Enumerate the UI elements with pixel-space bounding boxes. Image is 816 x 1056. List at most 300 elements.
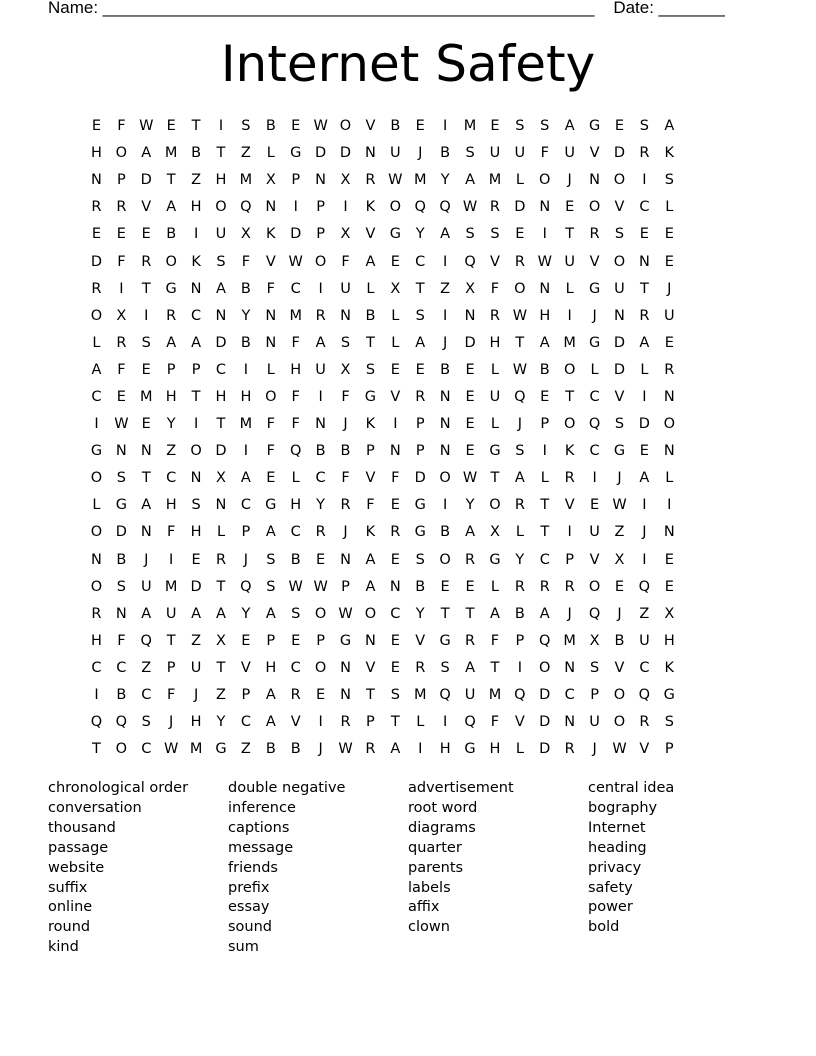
grid-letter: U xyxy=(564,253,575,270)
grid-letter: W xyxy=(512,361,528,378)
grid-letter: M xyxy=(289,307,302,324)
grid-letter: P xyxy=(266,632,276,649)
grid-letter: N xyxy=(265,199,277,216)
word-bank-item: clown xyxy=(408,919,450,936)
grid-letter: F xyxy=(366,497,375,514)
grid-letter: L xyxy=(216,524,226,541)
grid-letter: S xyxy=(664,714,674,731)
grid-letter: P xyxy=(590,687,599,704)
grid-letter: E xyxy=(241,632,251,649)
grid-letter: V xyxy=(589,551,600,568)
grid-letter: J xyxy=(517,416,522,433)
grid-letter: D xyxy=(290,226,302,243)
grid-letter: D xyxy=(638,416,650,433)
grid-letter: N xyxy=(364,145,376,162)
grid-letter: U xyxy=(190,659,202,676)
grid-letter: D xyxy=(115,524,127,541)
word-bank-item: bold xyxy=(588,919,620,936)
grid-letter: N xyxy=(115,443,127,460)
grid-letter: N xyxy=(265,334,277,351)
grid-letter: N xyxy=(91,551,102,568)
grid-letter: G xyxy=(414,524,426,541)
grid-letter: B xyxy=(166,226,177,243)
grid-letter: D xyxy=(613,361,626,378)
grid-letter: C xyxy=(415,253,426,270)
grid-letter: V xyxy=(365,659,376,676)
grid-letter: L xyxy=(515,172,524,189)
grid-letter: Y xyxy=(465,497,475,514)
grid-letter: T xyxy=(365,334,375,351)
grid-letter: G xyxy=(115,497,127,514)
word-bank-item: chronological order xyxy=(48,780,189,796)
grid-letter: E xyxy=(664,253,674,270)
grid-letter: Q xyxy=(514,687,526,704)
word-bank-item: round xyxy=(48,919,91,936)
grid-letter: L xyxy=(92,497,101,514)
grid-letter: W xyxy=(338,605,353,622)
grid-row xyxy=(84,276,732,303)
grid-letter: L xyxy=(266,145,275,162)
grid-letter: I xyxy=(119,280,124,297)
name-date-line: Name: ____________________________________________________ Date: _______ xyxy=(48,0,725,17)
grid-letter: N xyxy=(439,388,451,405)
grid-letter: S xyxy=(515,443,525,460)
grid-letter: Z xyxy=(191,172,202,189)
grid-letter: U xyxy=(165,605,177,622)
grid-row xyxy=(84,194,732,221)
grid-letter: D xyxy=(90,253,103,270)
grid-row xyxy=(84,248,732,275)
grid-letter: C xyxy=(390,605,401,622)
grid-letter: Y xyxy=(241,605,251,622)
grid-letter: V xyxy=(290,714,301,731)
grid-letter: C xyxy=(141,687,152,704)
grid-letter: S xyxy=(116,578,126,595)
grid-letter: J xyxy=(567,172,572,189)
grid-letter: S xyxy=(465,145,475,162)
grid-letter: Q xyxy=(240,578,252,595)
grid-letter: T xyxy=(191,388,201,405)
grid-letter: V xyxy=(365,118,376,135)
grid-letter: T xyxy=(191,118,201,135)
grid-letter: I xyxy=(193,226,199,243)
grid-letter: X xyxy=(589,632,600,649)
grid-letter: N xyxy=(215,497,227,514)
grid-letter: Z xyxy=(191,632,202,649)
grid-letter: O xyxy=(613,714,626,731)
grid-letter: L xyxy=(665,470,674,487)
grid-letter: R xyxy=(415,659,426,676)
grid-letter: F xyxy=(490,714,500,731)
word-bank-item: conversation xyxy=(48,799,142,816)
grid-letter: A xyxy=(465,524,475,541)
grid-letter: C xyxy=(191,307,202,324)
word-bank-column xyxy=(48,779,228,958)
grid-letter: R xyxy=(340,714,351,731)
grid-letter: H xyxy=(215,388,227,405)
word-bank-item: online xyxy=(48,899,93,916)
grid-row xyxy=(84,221,732,248)
grid-letter: Y xyxy=(216,714,226,731)
grid-letter: C xyxy=(290,659,301,676)
word-bank-item: Internet xyxy=(588,819,646,836)
grid-letter: H xyxy=(190,714,202,731)
grid-letter: J xyxy=(617,605,622,622)
grid-letter: D xyxy=(315,145,327,162)
grid-letter: B xyxy=(265,118,276,135)
grid-letter: L xyxy=(92,334,101,351)
grid-letter: P xyxy=(366,443,375,460)
grid-letter: N xyxy=(614,307,625,324)
page-title: Internet Safety xyxy=(220,35,596,93)
grid-letter: N xyxy=(439,443,451,460)
grid-letter: V xyxy=(265,253,276,270)
grid-letter: D xyxy=(215,443,227,460)
grid-letter: F xyxy=(241,253,251,270)
grid-letter: V xyxy=(514,714,525,731)
grid-letter: T xyxy=(465,605,475,622)
grid-letter: S xyxy=(141,714,151,731)
grid-letter: A xyxy=(415,334,426,351)
grid-letter: M xyxy=(563,632,576,649)
grid-letter: E xyxy=(291,118,301,135)
grid-letter: O xyxy=(539,659,551,676)
grid-letter: O xyxy=(115,741,128,758)
grid-letter: E xyxy=(316,687,326,704)
grid-letter: I xyxy=(667,497,672,514)
grid-letter: M xyxy=(239,416,253,433)
grid-letter: Q xyxy=(439,199,451,216)
grid-letter: Z xyxy=(240,145,251,162)
word-bank-item: friends xyxy=(228,859,278,876)
grid-letter: G xyxy=(489,551,501,568)
word-bank-item: website xyxy=(48,859,105,876)
grid-letter: A xyxy=(639,470,650,487)
grid-letter: W xyxy=(313,578,328,595)
grid-letter: B xyxy=(539,361,550,378)
grid-letter: L xyxy=(266,361,275,378)
grid-letter: W xyxy=(612,497,627,514)
grid-letter: G xyxy=(389,226,401,243)
grid-letter: I xyxy=(443,714,448,731)
grid-letter: H xyxy=(663,632,675,649)
grid-letter: N xyxy=(340,551,351,568)
grid-letter: N xyxy=(364,632,376,649)
grid-letter: Y xyxy=(415,226,425,243)
grid-letter: R xyxy=(166,307,177,324)
grid-letter: T xyxy=(515,334,525,351)
grid-letter: Q xyxy=(588,416,601,433)
grid-letter: U xyxy=(489,145,501,162)
grid-letter: N xyxy=(91,172,102,189)
grid-letter: D xyxy=(613,334,626,351)
grid-letter: A xyxy=(265,687,276,704)
grid-letter: J xyxy=(343,524,348,541)
grid-letter: G xyxy=(339,632,352,649)
grid-letter: Y xyxy=(415,605,425,622)
grid-letter: O xyxy=(489,497,501,514)
grid-letter: G xyxy=(364,388,377,405)
grid-letter: E xyxy=(141,361,151,378)
grid-letter: T xyxy=(216,659,226,676)
grid-letter: R xyxy=(639,714,650,731)
grid-letter: V xyxy=(564,497,575,514)
grid-letter: B xyxy=(240,280,251,297)
grid-letter: L xyxy=(515,524,524,541)
grid-letter: I xyxy=(592,470,597,487)
grid-letter: A xyxy=(265,524,276,541)
grid-letter: N xyxy=(663,388,675,405)
grid-letter: E xyxy=(390,551,400,568)
grid-letter: G xyxy=(588,334,601,351)
grid-letter: A xyxy=(265,714,276,731)
word-bank-item: sum xyxy=(228,939,259,956)
word-bank-item: root word xyxy=(408,799,478,816)
grid-letter: K xyxy=(664,145,675,162)
grid-letter: I xyxy=(293,199,298,216)
word-bank-item: quarter xyxy=(408,839,462,856)
grid-letter: U xyxy=(589,524,600,541)
grid-letter: L xyxy=(515,741,524,758)
grid-letter: U xyxy=(489,388,501,405)
grid-letter: Z xyxy=(141,659,152,676)
grid-letter: W xyxy=(139,118,154,135)
grid-letter: I xyxy=(443,307,448,324)
grid-letter: O xyxy=(314,659,327,676)
grid-letter: T xyxy=(141,470,151,487)
grid-letter: S xyxy=(266,578,276,595)
grid-letter: I xyxy=(542,443,547,460)
grid-letter: W xyxy=(338,741,353,758)
grid-letter: Z xyxy=(216,687,226,704)
grid-row xyxy=(84,140,732,167)
grid-letter: T xyxy=(216,145,226,162)
grid-row xyxy=(84,492,732,519)
grid-letter: P xyxy=(116,172,126,189)
grid-letter: A xyxy=(216,605,226,622)
grid-letter: U xyxy=(464,687,476,704)
grid-letter: E xyxy=(639,443,649,460)
grid-letter: O xyxy=(539,172,551,189)
grid-letter: R xyxy=(116,199,127,216)
grid-letter: R xyxy=(489,199,500,216)
grid-letter: V xyxy=(141,199,152,216)
grid-letter: D xyxy=(414,470,426,487)
grid-letter: G xyxy=(414,497,426,514)
grid-letter: A xyxy=(539,334,550,351)
grid-row xyxy=(84,384,732,411)
grid-letter: N xyxy=(564,714,576,731)
grid-letter: E xyxy=(465,578,475,595)
grid-letter: O xyxy=(514,280,526,297)
grid-letter: I xyxy=(443,497,448,514)
grid-row xyxy=(84,330,732,357)
grid-letter: I xyxy=(567,524,572,541)
grid-letter: E xyxy=(540,388,550,405)
grid-letter: W xyxy=(313,118,328,135)
grid-row xyxy=(84,574,732,601)
grid-letter: Q xyxy=(588,605,601,622)
grid-letter: O xyxy=(389,199,402,216)
grid-row xyxy=(84,357,732,384)
grid-letter: M xyxy=(413,687,427,704)
grid-letter: V xyxy=(240,659,251,676)
grid-letter: E xyxy=(390,632,400,649)
word-bank xyxy=(48,779,768,958)
word-bank-item: central idea xyxy=(588,780,675,796)
grid-letter: R xyxy=(639,145,650,162)
grid-letter: O xyxy=(115,145,128,162)
grid-letter: B xyxy=(116,551,127,568)
grid-letter: H xyxy=(290,497,302,514)
grid-letter: A xyxy=(639,334,650,351)
grid-letter: O xyxy=(165,253,177,270)
word-bank-item: labels xyxy=(408,879,451,896)
grid-letter: C xyxy=(240,497,251,514)
grid-letter: H xyxy=(240,388,252,405)
grid-letter: B xyxy=(614,632,625,649)
word-bank-item: prefix xyxy=(228,879,270,896)
grid-letter: V xyxy=(614,659,625,676)
grid-letter: W xyxy=(164,741,179,758)
grid-letter: H xyxy=(439,741,451,758)
grid-letter: R xyxy=(315,307,326,324)
grid-letter: G xyxy=(464,741,476,758)
grid-letter: W xyxy=(288,578,303,595)
grid-letter: D xyxy=(190,578,202,595)
grid-letter: T xyxy=(141,280,151,297)
grid-letter: P xyxy=(565,551,575,568)
word-bank-item: suffix xyxy=(48,879,88,896)
grid-letter: D xyxy=(464,334,476,351)
grid-letter: E xyxy=(589,497,600,514)
grid-letter: O xyxy=(613,172,626,189)
grid-letter: M xyxy=(463,118,477,135)
word-bank-item: heading xyxy=(588,839,647,856)
grid-letter: S xyxy=(614,226,625,243)
grid-letter: E xyxy=(465,361,475,378)
grid-letter: S xyxy=(365,361,376,378)
grid-letter: L xyxy=(490,361,499,378)
grid-letter: N xyxy=(589,172,600,189)
grid-letter: N xyxy=(190,470,202,487)
grid-letter: P xyxy=(664,741,674,758)
grid-letter: G xyxy=(663,687,675,704)
grid-letter: E xyxy=(639,226,649,243)
word-bank-item: diagrams xyxy=(408,819,476,836)
word-bank-item: parents xyxy=(408,859,464,876)
grid-letter: V xyxy=(489,253,500,270)
grid-letter: W xyxy=(537,253,552,270)
grid-letter: M xyxy=(189,741,203,758)
grid-letter: U xyxy=(215,226,227,243)
grid-letter: S xyxy=(515,118,525,135)
grid-letter: R xyxy=(564,578,575,595)
grid-letter: N xyxy=(564,659,576,676)
word-bank-item: advertisement xyxy=(408,780,514,796)
grid-letter: S xyxy=(340,334,351,351)
grid-letter: H xyxy=(215,172,227,189)
grid-letter: O xyxy=(563,416,576,433)
grid-letter: Y xyxy=(440,172,450,189)
grid-letter: N xyxy=(389,578,401,595)
grid-letter: S xyxy=(266,551,276,568)
grid-letter: C xyxy=(290,524,301,541)
grid-letter: S xyxy=(589,659,600,676)
grid-letter: A xyxy=(315,334,326,351)
grid-letter: X xyxy=(390,280,401,297)
grid-letter: J xyxy=(617,470,622,487)
grid-letter: U xyxy=(614,280,625,297)
grid-letter: J xyxy=(567,605,572,622)
grid-letter: R xyxy=(365,741,376,758)
grid-letter: P xyxy=(316,199,325,216)
grid-letter: N xyxy=(315,172,327,189)
grid-letter: H xyxy=(539,307,551,324)
grid-letter: L xyxy=(391,334,400,351)
grid-letter: K xyxy=(365,199,376,216)
grid-letter: E xyxy=(415,361,425,378)
grid-letter: C xyxy=(315,470,326,487)
grid-letter: V xyxy=(365,470,376,487)
grid-letter: X xyxy=(265,172,276,189)
grid-letter: T xyxy=(365,687,375,704)
grid-letter: Y xyxy=(241,307,251,324)
grid-letter: L xyxy=(665,199,674,216)
grid-letter: J xyxy=(418,145,423,162)
grid-letter: L xyxy=(565,280,574,297)
grid-letter: D xyxy=(514,199,526,216)
grid-letter: A xyxy=(141,497,152,514)
grid-letter: Q xyxy=(539,632,551,649)
grid-letter: N xyxy=(115,605,127,622)
grid-letter: N xyxy=(140,524,152,541)
grid-letter: N xyxy=(340,659,351,676)
grid-letter: J xyxy=(592,741,597,758)
grid-letter: A xyxy=(465,659,475,676)
grid-letter: Q xyxy=(439,687,451,704)
grid-letter: B xyxy=(514,605,525,622)
grid-letter: T xyxy=(92,741,101,758)
grid-letter: P xyxy=(316,226,325,243)
grid-letter: M xyxy=(140,388,153,405)
grid-letter: N xyxy=(140,443,152,460)
grid-row xyxy=(84,438,732,465)
grid-letter: D xyxy=(539,714,551,731)
grid-letter: H xyxy=(91,145,102,162)
grid-letter: R xyxy=(514,497,525,514)
grid-letter: F xyxy=(117,632,126,649)
grid-letter: X xyxy=(340,172,351,189)
grid-letter: A xyxy=(564,118,575,135)
grid-letter: E xyxy=(614,118,625,135)
grid-letter: Z xyxy=(440,280,451,297)
word-bank-column xyxy=(408,779,588,958)
letter-grid xyxy=(84,113,732,763)
grid-letter: I xyxy=(443,253,448,270)
grid-letter: E xyxy=(91,118,102,135)
grid-letter: I xyxy=(343,199,348,216)
grid-letter: C xyxy=(141,741,152,758)
grid-letter: M xyxy=(413,172,427,189)
grid-letter: X xyxy=(216,632,226,649)
grid-letter: O xyxy=(314,605,327,622)
grid-letter: O xyxy=(439,470,451,487)
grid-letter: N xyxy=(638,253,650,270)
grid-letter: G xyxy=(265,497,277,514)
grid-letter: F xyxy=(291,416,300,433)
grid-letter: U xyxy=(340,280,351,297)
